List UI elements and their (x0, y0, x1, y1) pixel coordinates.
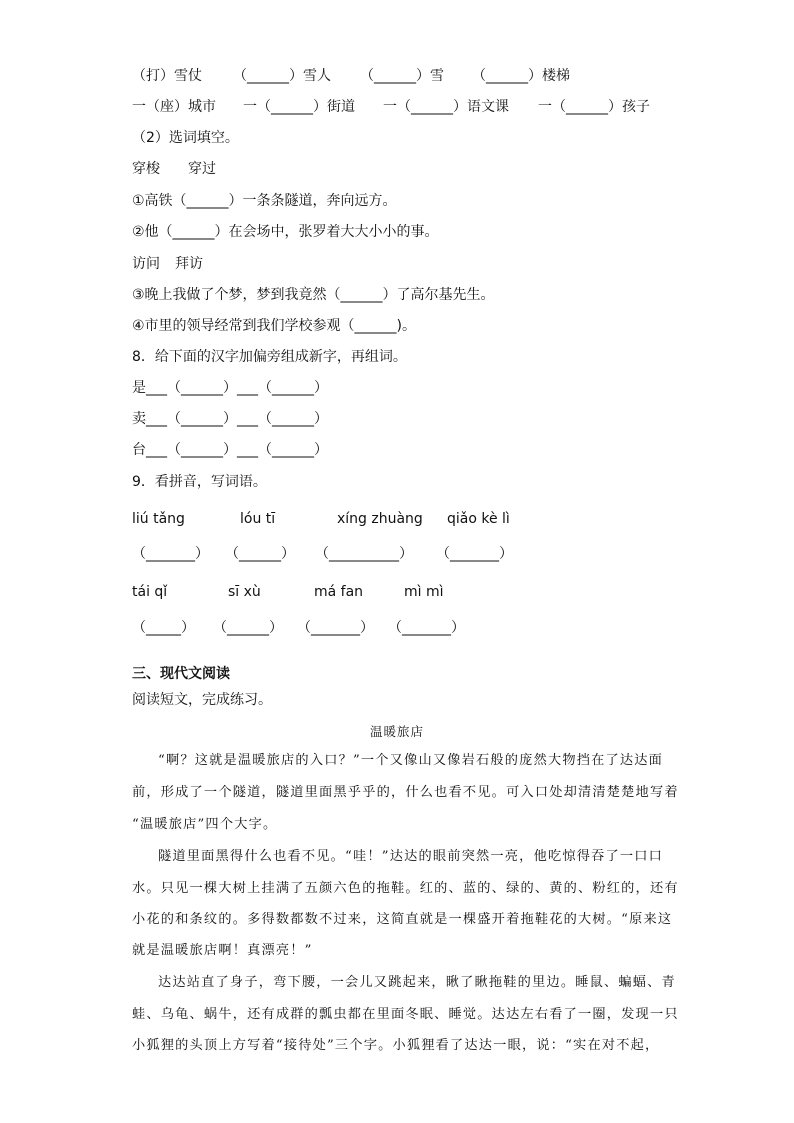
answer-blank-2: （______） (225, 546, 295, 562)
word-choice-2b: 拜访 (175, 256, 203, 272)
verb-item-1: （打）雪仗 (132, 68, 202, 84)
word-choice-2a: 访问 (132, 256, 160, 272)
section-instruction: 阅读短文，完成练习。 (132, 692, 272, 708)
fill-question-1: ①高铁（______）一条条隧道，奔向远方。 (132, 193, 397, 209)
pinyin-5: tái qǐ (132, 584, 168, 600)
pinyin-1: liú tǎng (132, 511, 185, 527)
story-line: “温暖旅店”四个大字。 (132, 817, 278, 832)
story-title: 温暖旅店 (370, 724, 425, 739)
answer-blank-5: （_____） (132, 620, 195, 636)
exercise-9-title: 9．看拼音，写词语。 (132, 474, 267, 490)
story-line: “啊？这就是温暖旅店的入口？”一个又像山又像岩石般的庞然大物挡在了达达面 (158, 753, 664, 768)
pinyin-2: lóu tī (240, 511, 276, 527)
word-choice-1b: 穿过 (188, 161, 216, 177)
answer-blank-1: （_______） (132, 546, 209, 562)
story-line: 水。只见一棵大树上挂满了五颜六色的拖鞋。红的、蓝的、绿的、黄的、粉红的，还有 (132, 881, 679, 896)
measure-item-4: 一（______）孩子 (538, 99, 650, 115)
answer-blank-8: （_______） (388, 620, 465, 636)
word-choice-1a: 穿梭 (132, 161, 160, 177)
pinyin-6: sī xù (228, 584, 261, 600)
part2-title: （2）选词填空。 (132, 130, 239, 146)
answer-blank-3: （__________） (315, 546, 413, 562)
story-line: 蛙、乌龟、蜗牛，还有成群的瓢虫都在里面冬眠、睡觉。达达左右看了一圈，发现一只 (132, 1007, 679, 1022)
answer-blank-7: （_______） (297, 620, 374, 636)
measure-item-2: 一（______）街道 (243, 99, 355, 115)
measure-item-1: 一（座）城市 (132, 99, 216, 115)
radical-row-3: 台___（______）___（______） (132, 442, 328, 458)
pinyin-8: mì mì (404, 584, 444, 600)
fill-question-2: ②他（______）在会场中，张罗着大大小小的事。 (132, 224, 439, 240)
story-line: 小花的和条纹的。多得数都数不过来，这简直就是一棵盛开着拖鞋花的大树。“原来这 (132, 912, 673, 927)
radical-row-2: 卖___（______）___（______） (132, 411, 328, 427)
exercise-8-title: 8．给下面的汉字加偏旁组成新字，再组词。 (132, 349, 407, 365)
story-line: 达达站直了身子，弯下腰，一会儿又跳起来，瞅了瞅拖鞋的里边。睡鼠、蝙蝠、青 (158, 975, 676, 990)
fill-question-3: ③晚上我做了个梦，梦到我竟然（______）了高尔基先生。 (132, 287, 495, 303)
verb-item-2: （______）雪人 (233, 68, 331, 84)
pinyin-3: xíng zhuàng (337, 511, 423, 527)
verb-item-3: （______）雪 (360, 68, 444, 84)
radical-row-1: 是___（______）___（______） (132, 380, 328, 396)
section-heading: 三、现代文阅读 (132, 666, 230, 682)
pinyin-4: qiǎo kè lì (447, 511, 510, 527)
answer-blank-4: （_______） (436, 546, 513, 562)
story-line: 就是温暖旅店啊！真漂亮！” (132, 943, 313, 958)
story-line: 隧道里面黑得什么也看不见。“哇！”达达的眼前突然一亮，他吃惊得吞了一口口 (158, 849, 664, 864)
answer-blank-6: （______） (213, 620, 283, 636)
story-line: 小狐狸的头顶上方写着“接待处”三个字。小狐狸看了达达一眼，说：“实在对不起， (132, 1038, 660, 1053)
measure-item-3: 一（______）语文课 (383, 99, 509, 115)
story-line: 前，形成了一个隧道，隧道里面黑乎乎的，什么也看不见。可入口处却清清楚楚地写着 (132, 785, 679, 800)
verb-item-4: （______）楼梯 (472, 68, 570, 84)
pinyin-7: má fan (314, 584, 364, 600)
fill-question-4: ④市里的领导经常到我们学校参观（______)。 (132, 318, 417, 334)
